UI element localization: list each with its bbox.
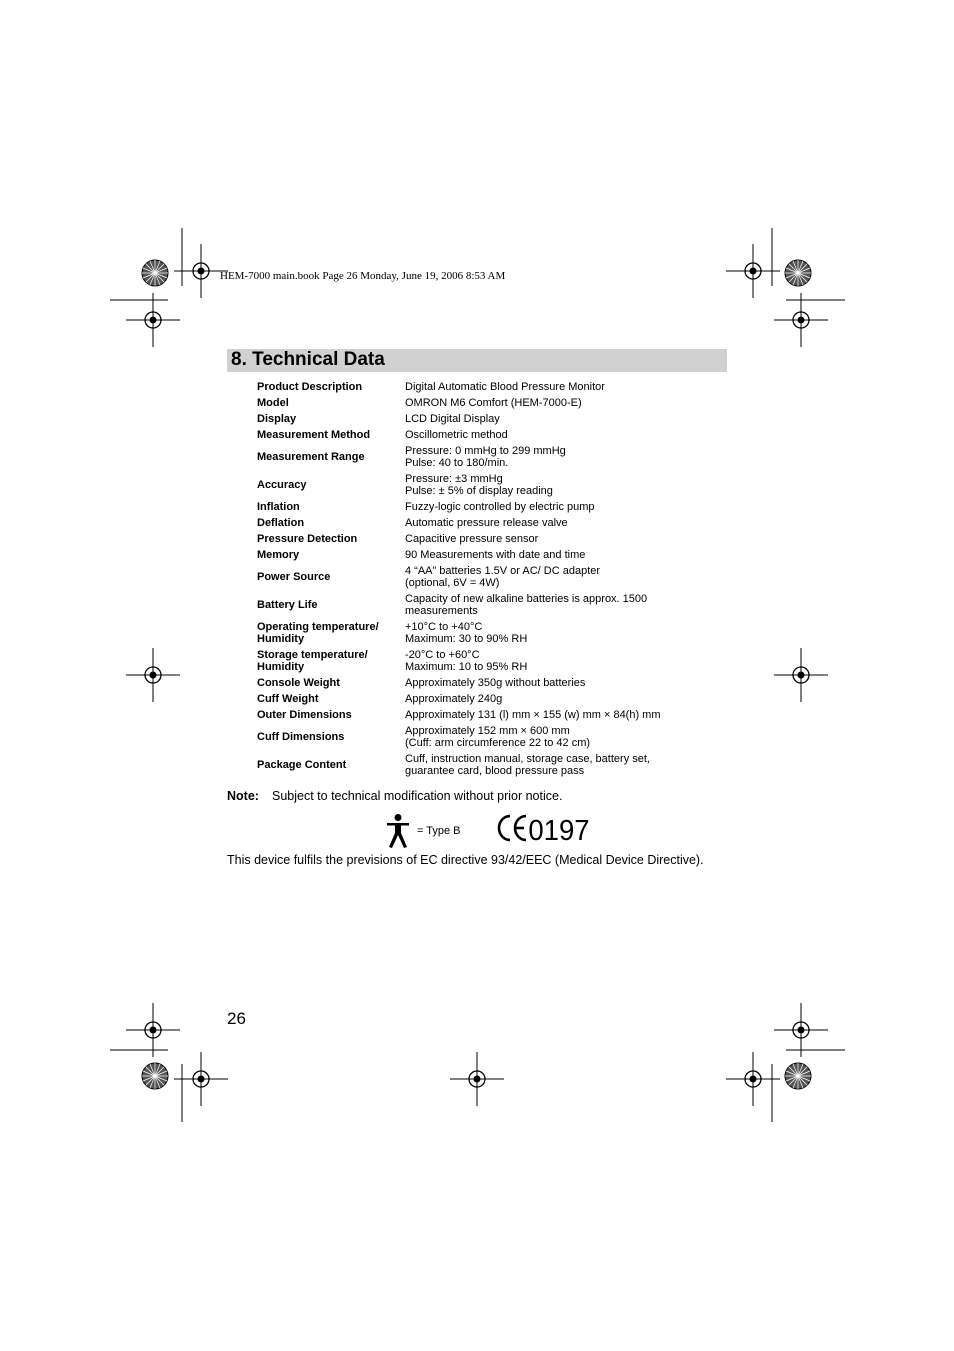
spec-value: Capacity of new alkaline batteries is approx. 1500 measurements: [405, 593, 648, 617]
spec-value: Approximately 350g without batteries: [405, 677, 586, 689]
spec-value: -20°C to +60°C Maximum: 10 to 95% RH: [405, 649, 528, 673]
spec-row: [255, 751, 705, 779]
spec-label: Cuff Weight: [257, 693, 319, 705]
spec-row: [255, 531, 705, 547]
spec-label: Product Description: [257, 381, 363, 393]
print-header: HEM-7000 main.book Page 26 Monday, June 19, 2006 8:53 AM: [220, 270, 506, 282]
section-title: 8. Technical Data: [231, 349, 385, 370]
spec-value: Pressure: 0 mmHg to 299 mmHg Pulse: 40 to 180/min.: [405, 445, 566, 469]
spec-label: Measurement Method: [257, 429, 371, 441]
spec-label: Storage temperature/ Humidity: [257, 649, 368, 673]
spec-value: OMRON M6 Comfort (HEM-7000-E): [405, 397, 582, 409]
spec-label: Operating temperature/ Humidity: [257, 621, 379, 645]
spec-row: [255, 379, 705, 395]
page-number: 26: [227, 1009, 246, 1028]
spec-label: Pressure Detection: [257, 533, 358, 545]
spec-row: [255, 411, 705, 427]
spec-row: [255, 515, 705, 531]
spec-label: Display: [257, 413, 297, 425]
spec-row: [255, 443, 705, 471]
spec-value: Oscillometric method: [405, 429, 508, 441]
spec-row: [255, 591, 705, 619]
spec-label: Model: [257, 397, 289, 409]
note-text: Subject to technical modification without prior notice.: [272, 789, 563, 803]
spec-value: Digital Automatic Blood Pressure Monitor: [405, 381, 605, 393]
spec-value: Approximately 152 mm × 600 mm (Cuff: arm circumference 22 to 42 cm): [405, 725, 591, 749]
spec-value: Approximately 240g: [405, 693, 503, 705]
type-b-label: = Type B: [417, 825, 461, 837]
spec-label: Cuff Dimensions: [257, 731, 345, 743]
spec-value: Cuff, instruction manual, storage case, battery set, guarantee card, blood pressure pass: [405, 753, 650, 777]
spec-row: [255, 691, 705, 707]
spec-row: [255, 619, 705, 647]
spec-row: [255, 707, 705, 723]
spec-value: Pressure: ±3 mmHg Pulse: ± 5% of display reading: [405, 473, 553, 497]
spec-label: Memory: [257, 549, 300, 561]
spec-label: Package Content: [257, 759, 347, 771]
note-label: Note:: [227, 789, 259, 803]
spec-label: Measurement Range: [257, 451, 365, 463]
spec-label: Outer Dimensions: [257, 709, 352, 721]
technical-data-table: [255, 379, 705, 779]
type-b-person-icon: [385, 813, 411, 849]
spec-label: Accuracy: [257, 479, 307, 491]
spec-value: LCD Digital Display: [405, 413, 500, 425]
spec-row: [255, 563, 705, 591]
directive-text: This device fulfils the previsions of EC directive 93/42/EEC (Medical Device Directive).: [227, 853, 704, 867]
spec-row: [255, 723, 705, 751]
spec-value: 90 Measurements with date and time: [405, 549, 586, 561]
spec-label: Console Weight: [257, 677, 340, 689]
spec-row: [255, 547, 705, 563]
spec-value: 4 “AA” batteries 1.5V or AC/ DC adapter (optional, 6V = 4W): [405, 565, 601, 589]
spec-label: Power Source: [257, 571, 331, 583]
spec-value: Approximately 131 (l) mm × 155 (w) mm × 84(h) mm: [405, 709, 661, 721]
spec-row: [255, 395, 705, 411]
spec-value: +10°C to +40°C Maximum: 30 to 90% RH: [405, 621, 528, 645]
ce-mark: [497, 812, 590, 847]
spec-label: Battery Life: [257, 599, 318, 611]
spec-label: Inflation: [257, 501, 300, 513]
note: [227, 789, 562, 803]
spec-value: Fuzzy-logic controlled by electric pump: [405, 501, 595, 513]
svg-text:0197: 0197: [528, 813, 590, 847]
spec-row: [255, 427, 705, 443]
spec-row: [255, 499, 705, 515]
spec-value: Automatic pressure release valve: [405, 517, 568, 529]
spec-row: [255, 675, 705, 691]
spec-value: Capacitive pressure sensor: [405, 533, 539, 545]
spec-row: [255, 647, 705, 675]
spec-label: Deflation: [257, 517, 305, 529]
spec-row: [255, 471, 705, 499]
